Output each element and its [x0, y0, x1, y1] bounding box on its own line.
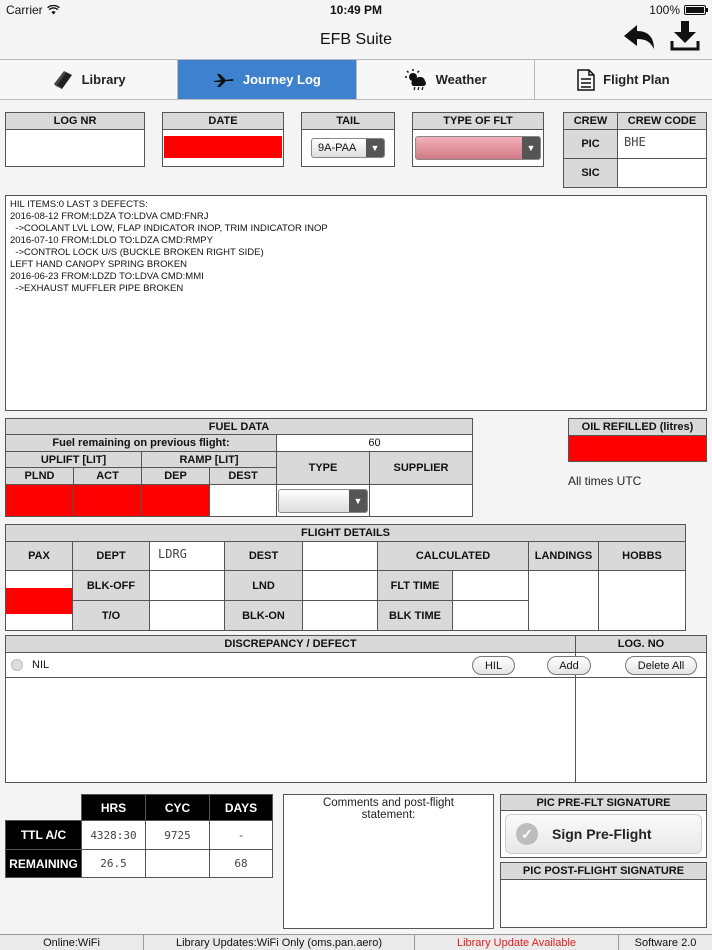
dept-label: DEPT: [72, 541, 150, 571]
times-note: All times UTC: [568, 474, 642, 488]
battery-percent: 100%: [649, 3, 680, 17]
fuel-remaining-value[interactable]: 60: [276, 434, 473, 452]
to-label: T/O: [72, 600, 150, 631]
crew-panel: [563, 112, 707, 188]
post-flight-signature-panel: [500, 862, 707, 928]
airplane-icon: [213, 72, 235, 88]
landings-field[interactable]: [528, 570, 599, 631]
supplier-field[interactable]: [369, 484, 473, 517]
pax-field-wrapper: [5, 570, 73, 631]
pre-flt-signature-area: [500, 810, 707, 858]
type-of-flt-wrapper: [412, 129, 544, 167]
blk-on-label: BLK-ON: [224, 600, 303, 631]
lnd-field[interactable]: [302, 570, 378, 601]
blk-time-label: BLK TIME: [377, 600, 453, 631]
tail-field-wrapper: [301, 129, 395, 167]
tab-label: Weather: [435, 72, 487, 87]
ttl-cyc-value: 9725: [145, 820, 210, 850]
lnd-label: LND: [224, 570, 303, 601]
tab-library[interactable]: [0, 60, 178, 99]
type-of-flt-label: TYPE OF FLT: [412, 112, 544, 130]
plnd-label: PLND: [5, 467, 74, 485]
calculated-label: CALCULATED: [377, 541, 529, 571]
nil-label: NIL: [32, 658, 50, 671]
post-flt-signature-area[interactable]: [500, 879, 707, 928]
battery-status: [649, 3, 706, 17]
library-update-available[interactable]: Library Update Available: [415, 935, 619, 950]
fuel-type-wrapper: [276, 484, 370, 517]
chevron-down-icon: ▼: [349, 490, 367, 512]
date-label: DATE: [162, 112, 284, 130]
sic-code-field[interactable]: [617, 158, 707, 188]
pre-flight-signature-panel: [500, 794, 707, 858]
dest-fd-field[interactable]: [302, 541, 378, 571]
sign-pre-flight-label: Sign Pre-Flight: [552, 826, 652, 842]
log-nr-field[interactable]: [5, 129, 145, 167]
dest-fd-label: DEST: [224, 541, 303, 571]
add-button[interactable]: Add: [547, 656, 591, 675]
status-bar: [0, 0, 712, 20]
blk-off-label: BLK-OFF: [72, 570, 150, 601]
flt-time-field: [452, 570, 529, 601]
flight-details-panel: [5, 524, 686, 631]
tail-label: TAIL: [301, 112, 395, 130]
comments-label: Comments and post-flight statement:: [322, 797, 455, 821]
supplier-label: SUPPLIER: [369, 451, 473, 485]
ramp-label: RAMP [LIT]: [141, 451, 277, 468]
hrs-label: HRS: [81, 794, 146, 821]
book-icon: [52, 70, 74, 90]
flight-details-title: FLIGHT DETAILS: [5, 524, 686, 542]
type-of-flt-select[interactable]: [415, 136, 541, 160]
crew-label: CREW: [563, 112, 618, 130]
date-panel: [162, 112, 284, 167]
blk-off-field[interactable]: [149, 570, 225, 601]
tail-panel: [301, 112, 395, 167]
remaining-label: REMAINING: [5, 849, 82, 878]
ttl-hrs-value: 4328:30: [81, 820, 146, 850]
cyc-label: CYC: [145, 794, 210, 821]
online-status: Online:WiFi: [0, 935, 144, 950]
crew-code-label: CREW CODE: [617, 112, 707, 130]
blk-time-field: [452, 600, 529, 631]
days-label: DAYS: [209, 794, 273, 821]
carrier-label: Carrier: [6, 3, 43, 17]
pic-label: PIC: [563, 129, 618, 159]
discrepancy-panel: [5, 635, 707, 783]
log-nr-label: LOG NR: [5, 112, 145, 130]
fuel-remaining-label: Fuel remaining on previous flight:: [5, 434, 277, 452]
tail-value: 9A-PAA: [318, 142, 357, 154]
document-icon: [577, 69, 595, 91]
chevron-down-icon: ▼: [366, 139, 384, 157]
fuel-data-panel: [5, 418, 473, 517]
hil-items-panel: [5, 195, 707, 411]
title-bar: [0, 20, 712, 60]
nil-row: [5, 652, 707, 678]
delete-all-button[interactable]: Delete All: [625, 656, 697, 675]
chevron-down-icon: ▼: [522, 137, 540, 159]
dept-field[interactable]: LDRG: [149, 541, 225, 571]
tab-label: Library: [81, 72, 126, 87]
tab-label: Journey Log: [242, 72, 321, 87]
back-arrow-icon[interactable]: [622, 22, 656, 52]
dest-label: DEST: [209, 467, 277, 485]
fuel-data-title: FUEL DATA: [5, 418, 473, 435]
totals-table: [5, 794, 273, 878]
type-of-flt-panel: [412, 112, 544, 167]
hobbs-field[interactable]: [598, 570, 686, 631]
to-field[interactable]: [149, 600, 225, 631]
hil-button[interactable]: HIL: [472, 656, 515, 675]
fuel-type-select[interactable]: [278, 489, 368, 513]
weather-icon: [404, 69, 428, 91]
discrepancy-title: DISCREPANCY / DEFECT: [5, 635, 576, 653]
tab-label: Flight Plan: [603, 72, 670, 87]
rem-cyc-value: [145, 849, 210, 878]
app-title: EFB Suite: [319, 31, 393, 48]
date-field-wrapper: [162, 129, 284, 167]
act-label: ACT: [73, 467, 142, 485]
ttl-days-value: -: [209, 820, 273, 850]
clock: 10:49 PM: [329, 3, 383, 17]
pic-code-field[interactable]: BHE: [617, 129, 707, 159]
tab-flight-plan[interactable]: [535, 60, 712, 99]
landings-label: LANDINGS: [528, 541, 599, 571]
download-icon[interactable]: [669, 20, 701, 52]
nil-checkbox[interactable]: [11, 659, 23, 671]
checkmark-icon: ✓: [516, 823, 538, 845]
tab-weather[interactable]: [357, 60, 535, 99]
sign-pre-flight-button[interactable]: [505, 814, 702, 854]
pax-field[interactable]: [6, 588, 72, 614]
hil-items-text: HIL ITEMS:0 LAST 3 DEFECTS: 2016-08-12 FROM:LDZA TO:LDVA CMD:FNRJ ->COOLANT LVL LOW, FLAP INDICATOR INOP, TRIM INDICATOR INOP 2016-07-10 FROM:LDLO TO:LDZA CMD:RMPY ->CONTROL LOCK U/S (BUCKLE BROKEN RIGHT SIDE) LEFT HAND CANOPY SPRING BROKEN 2016-06-23 FROM:LDZD TO:LDVA CMD:MMI ->EXHAUST MUFFLER PIPE BROKEN: [10, 199, 328, 294]
software-version: Software 2.0: [634, 936, 697, 949]
plnd-field[interactable]: [5, 484, 74, 517]
date-field[interactable]: [164, 136, 282, 158]
type-label: TYPE: [276, 451, 370, 485]
comments-box[interactable]: [283, 794, 494, 929]
post-flt-signature-label: PIC POST-FLIGHT SIGNATURE: [500, 862, 707, 880]
log-no-label: LOG. NO: [575, 635, 707, 653]
ttl-ac-label: TTL A/C: [5, 820, 82, 850]
dep-field[interactable]: [141, 484, 210, 517]
oil-refilled-field[interactable]: [568, 435, 707, 462]
tail-select[interactable]: [311, 138, 385, 158]
bottom-status-bar: [0, 934, 712, 950]
library-updates-status: Library Updates:WiFi Only (oms.pan.aero): [144, 935, 415, 950]
rem-days-value: 68: [209, 849, 273, 878]
sic-label: SIC: [563, 158, 618, 188]
dest-fuel-field[interactable]: [209, 484, 277, 517]
flt-time-label: FLT TIME: [377, 570, 453, 601]
blk-on-field[interactable]: [302, 600, 378, 631]
pax-label: PAX: [5, 541, 73, 571]
rem-hrs-value: 26.5: [81, 849, 146, 878]
oil-refilled-panel: [568, 418, 707, 462]
pre-flt-signature-label: PIC PRE-FLT SIGNATURE: [500, 794, 707, 811]
act-field[interactable]: [73, 484, 142, 517]
oil-refilled-label: OIL REFILLED (litres): [568, 418, 707, 436]
hobbs-label: HOBBS: [598, 541, 686, 571]
main-tabs: [0, 59, 712, 100]
battery-icon: [684, 5, 706, 15]
log-nr-panel: [5, 112, 145, 167]
dep-label: DEP: [141, 467, 210, 485]
tab-journey-log[interactable]: [178, 60, 356, 99]
uplift-label: UPLIFT [LIT]: [5, 451, 142, 468]
